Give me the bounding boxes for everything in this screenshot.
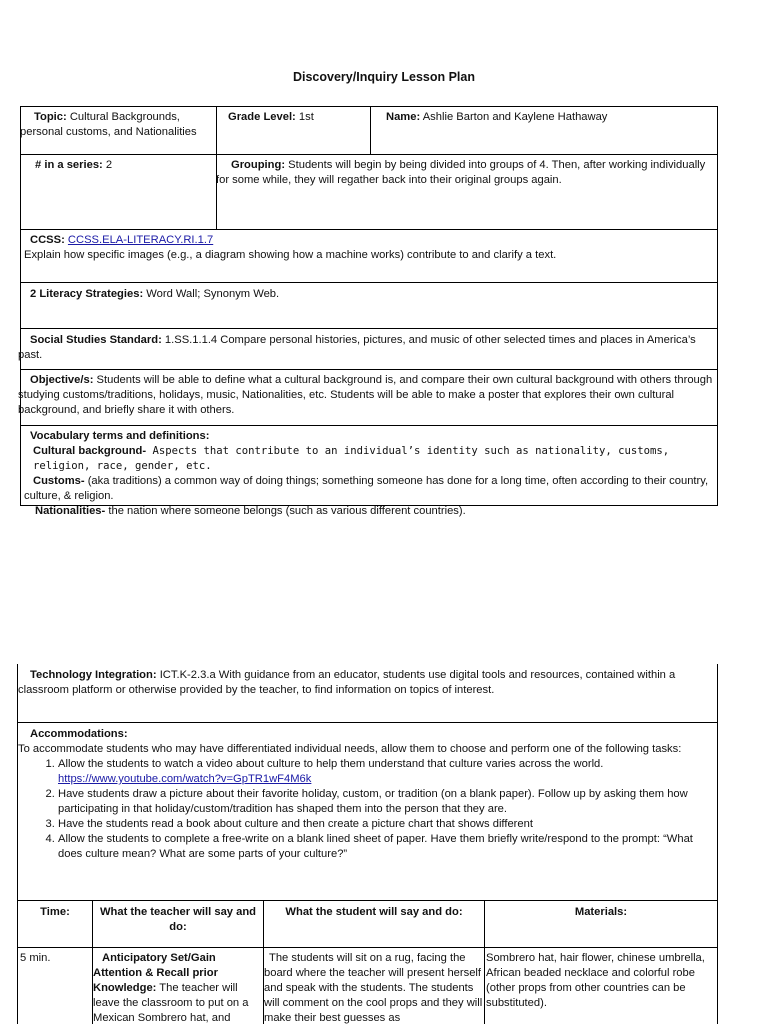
page-title: Discovery/Inquiry Lesson Plan	[292, 70, 475, 84]
grouping-label: Grouping:	[231, 159, 286, 171]
technology-label: Technology Integration:	[30, 669, 157, 681]
row1-teacher	[93, 951, 261, 1024]
accommodations-intro: To accommodate students who may have differentiated individual needs, allow them to choose and perform one of the following tasks:	[18, 743, 682, 755]
term-nationalities: Nationalities-	[35, 505, 106, 517]
objective-cell	[18, 373, 714, 423]
row1-student: The students will sit on a rug, facing the board where the teacher will present herself and speak with the students. The students will comment on the cool props and they will make their best guesses as	[264, 952, 483, 1024]
grouping-cell	[216, 158, 714, 226]
accommodations-heading: Accommodations:	[30, 728, 128, 740]
name-label: Name:	[386, 111, 421, 123]
ccss-code-link[interactable]: CCSS.ELA-LITERACY.RI.1.7	[67, 234, 214, 246]
objective-label: Objective/s:	[30, 374, 94, 386]
literacy-label: 2 Literacy Strategies:	[30, 288, 144, 300]
row1-time: 5 min.	[20, 952, 51, 964]
accommodations-list	[18, 757, 715, 862]
technology-cell	[18, 668, 715, 720]
ccss-text: Explain how specific images (e.g., a diagram showing how a machine works) contribute to and clarify a text.	[24, 249, 557, 261]
topic-label: Topic:	[34, 111, 67, 123]
accommodation-item-2: 2. Have students draw a picture about their favorite holiday, custom, or tradition (on a blank paper). Follow up by asking them how participating in that holiday/custom/tradition has shaped them into the person that they are.	[58, 787, 715, 817]
term-customs-def: (aka traditions) a common way of doing things; something someone has done for a long time, often according to their country, culture, & religion.	[24, 475, 709, 502]
vocabulary-cell	[24, 429, 716, 517]
technology-value: ICT.K-2.3.a With guidance from an educator, students use digital tools and resources, contained within a classroom platform or otherwise provided by the teacher, to find information on topics of interest.	[18, 669, 676, 696]
header-teacher: What the teacher will say and do:	[99, 906, 257, 933]
header-time: Time:	[40, 906, 70, 918]
accommodation-item-4: 4. Allow the students to complete a free-write on a blank lined sheet of paper. Have them briefly write/respond to the prompt: “What does culture mean? What are some parts of your culture?”	[58, 832, 715, 862]
term-customs: Customs-	[33, 475, 85, 487]
literacy-cell	[30, 287, 714, 325]
ccss-cell	[24, 233, 714, 279]
youtube-link[interactable]: https://www.youtube.com/watch?v=GpTR1wF4M6k	[58, 773, 312, 785]
social-studies-value: 1.SS.1.1.4 Compare personal histories, pictures, and music of other selected times and places in America’s past.	[18, 334, 696, 361]
topic-cell	[18, 110, 214, 152]
header-materials: Materials:	[574, 906, 628, 918]
name-cell	[386, 110, 714, 152]
social-studies-label: Social Studies Standard:	[30, 334, 162, 346]
grade-cell	[228, 110, 368, 152]
accommodations-cell	[18, 727, 715, 899]
ccss-label: CCSS:	[30, 234, 65, 246]
name-value: Ashlie Barton and Kaylene Hathaway	[420, 111, 608, 123]
series-cell	[35, 158, 213, 198]
grade-value: 1st	[295, 111, 314, 123]
anticipatory-set-label: Anticipatory Set/Gain Attention & Recall prior Knowledge:	[93, 952, 218, 994]
series-label: # in a series:	[35, 159, 103, 171]
header-student: What the student will say and do:	[285, 906, 463, 918]
accommodation-item-3: 3. Have the students read a book about culture and then create a picture chart that shows different	[58, 817, 715, 832]
grade-label: Grade Level:	[228, 111, 296, 123]
literacy-value: Word Wall; Synonym Web.	[143, 288, 280, 300]
accommodation-item-1: 1. Allow the students to watch a video about culture to help them understand that culture varies across the world. https://www.youtube.com/watch?v=GpTR1wF4M6k	[58, 757, 715, 787]
objective-value: Students will be able to define what a cultural background is, and compare their own cultural background with others through studying customs/traditions, holidays, music, Nationalities, etc. Students will be able to make a poster that explores their own cultural background, and briefly share it with others.	[18, 374, 713, 416]
social-studies-cell	[18, 333, 714, 367]
row1-materials: Sombrero hat, hair flower, chinese umbrella, African beaded necklace and colorful robe (other props from other countries can be substituted).	[486, 952, 705, 1009]
vocabulary-heading: Vocabulary terms and definitions:	[30, 430, 210, 442]
series-value: 2	[102, 159, 113, 171]
term-nationalities-def: the nation where someone belongs (such as various different countries).	[105, 505, 466, 517]
anticipatory-set-text: The teacher will leave the classroom to put on a Mexican Sombrero hat, and	[93, 982, 249, 1024]
grouping-value: Students will begin by being divided into groups of 4. Then, after working individually for some while, they will regather back into their original groups again.	[216, 159, 706, 186]
term-cultural-background: Cultural background-	[33, 445, 147, 457]
topic-value: Cultural Backgrounds, personal customs, and Nationalities	[20, 111, 197, 138]
term-cultural-background-def: Aspects that contribute to an individual’s identity such as nationality, customs, religion, race, gender, etc.	[33, 445, 670, 472]
